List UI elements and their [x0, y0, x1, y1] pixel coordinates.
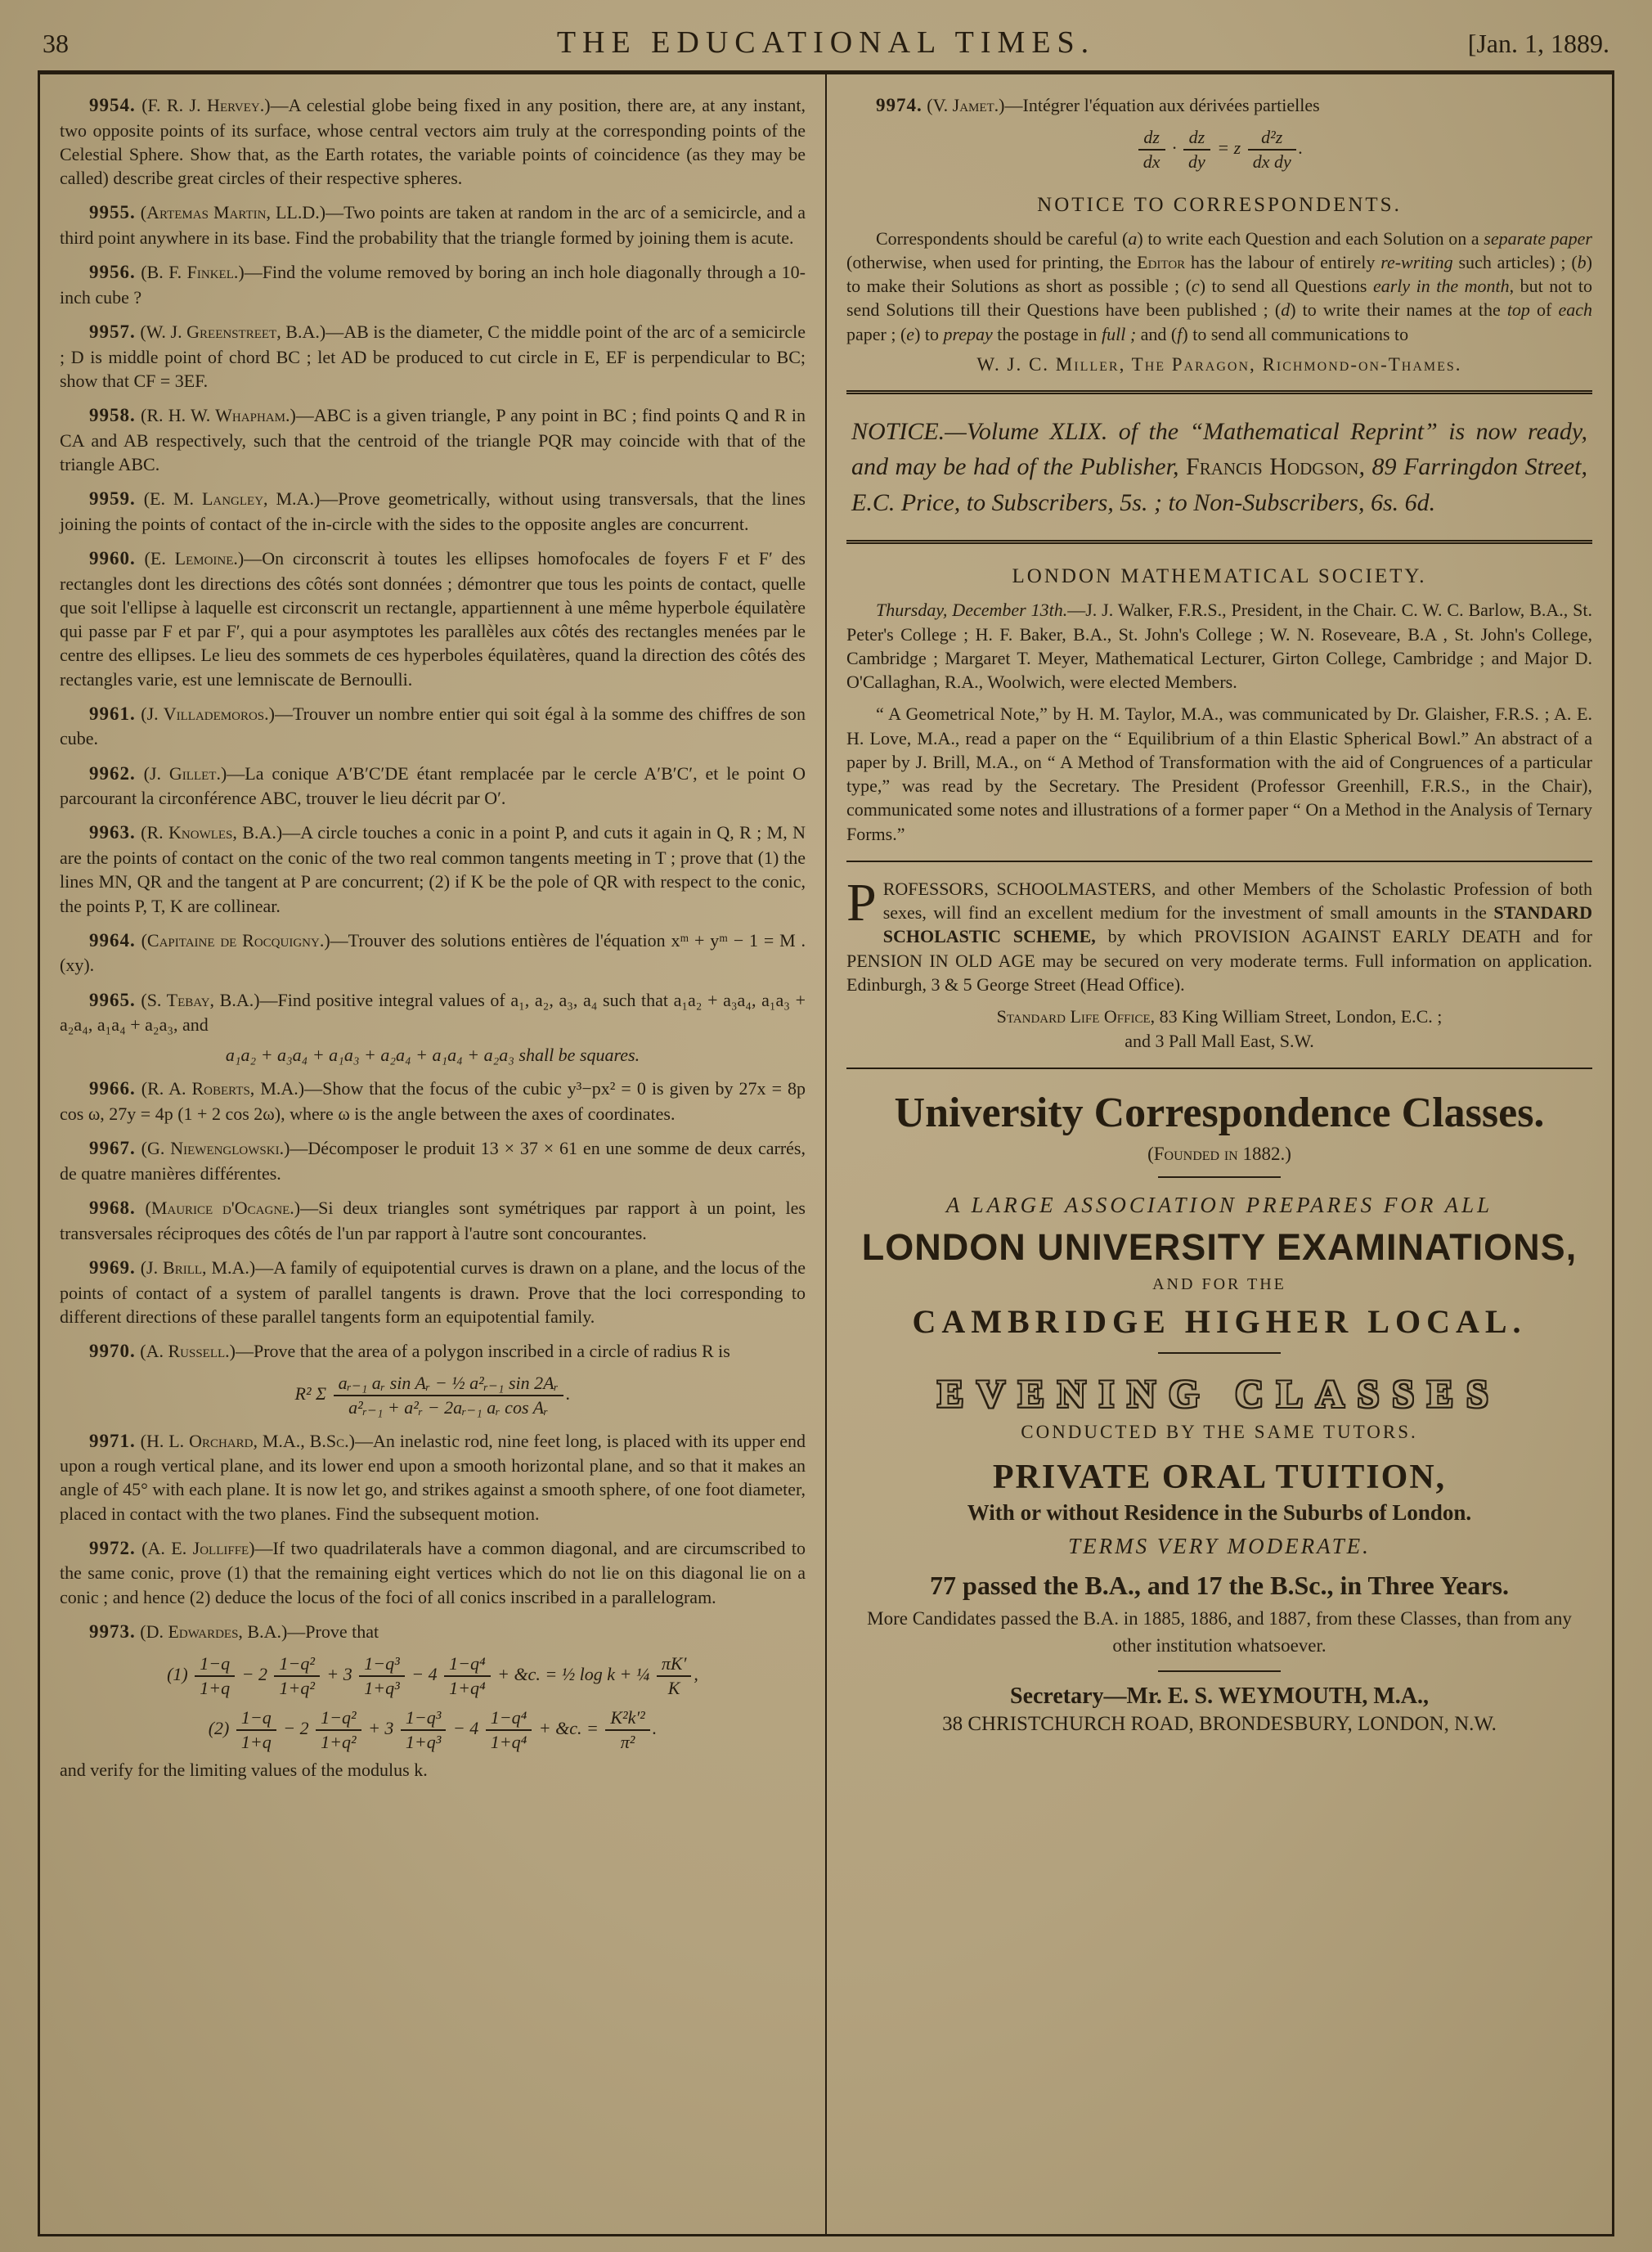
problem-number: 9954.: [89, 95, 136, 115]
problem-paragraph: [60, 1536, 806, 1609]
text-run: e: [906, 323, 915, 344]
problem-number: 9956.: [89, 262, 136, 283]
text-run: Editor: [1137, 251, 1186, 272]
text-run: ) to send all Questions: [1199, 276, 1373, 297]
short-rule: [1158, 1670, 1281, 1672]
ucc-conducted-line: CONDUCTED BY THE SAME TUTORS.: [1021, 1422, 1418, 1443]
problem-author: (H. L. Orchard, M.A., B.Sc.): [135, 1430, 355, 1451]
problem-text: —An inelastic rod, nine feet long, is placed with its upper end upon a rough vertical plane, and its lower end upon a smooth horizontal plane, and so that it makes an angle of 45° with each plane. It is now let go, and strikes against a smooth sphere, of one foot diameter, placed in contact with the two planes. Find the subsequent motion.: [60, 1430, 806, 1524]
problem-9972: [60, 1536, 806, 1609]
problem-number: 9970.: [89, 1341, 136, 1361]
text-run: d: [1281, 299, 1291, 321]
problem-author: (G. Niewenglowski.): [135, 1138, 290, 1159]
problem-author: (B. F. Finkel.): [135, 262, 245, 283]
problem-9973: [60, 1620, 806, 1782]
problem-9957: [60, 320, 806, 393]
fraction-numerator: 1−q³: [401, 1707, 446, 1731]
problem-9967: [60, 1136, 806, 1185]
lms-title: LONDON MATHEMATICAL SOCIETY.: [1012, 565, 1427, 588]
fraction: [316, 1707, 361, 1753]
problem-text: —Trouver des solutions entières de l'équation xᵐ + yᵐ − 1 = M . (xy).: [60, 929, 806, 976]
ucc-passed-line: 77 passed the B.A., and 17 the B.Sc., in Three Years.: [930, 1571, 1509, 1601]
problem-number: 9972.: [89, 1537, 136, 1558]
ucc-and-for-the: AND FOR THE: [1152, 1275, 1286, 1294]
fraction-denominator: 1+q⁴: [490, 1731, 527, 1752]
problem-number: 9959.: [89, 488, 136, 510]
text-run: of: [1529, 299, 1559, 321]
problem-author: (Artemas Martin, LL.D.): [135, 202, 326, 223]
ucc-evening-classes: EVENING CLASSES: [937, 1373, 1502, 1417]
fraction-denominator: 1+q²: [279, 1677, 315, 1698]
horizontal-rule: [846, 1068, 1592, 1069]
problem-author: (A. E. Jolliffe): [135, 1537, 255, 1558]
correspondents-signature: W. J. C. Miller, The Paragon, Richmond-on-Thames.: [976, 353, 1462, 375]
formula-text: + 3: [363, 1717, 398, 1738]
fraction: [1138, 127, 1165, 173]
problem-paragraph: [60, 93, 806, 190]
fraction-denominator: dx dy: [1252, 151, 1291, 172]
lms-section: [846, 565, 1592, 846]
ucc-private-oral-tuition: PRIVATE ORAL TUITION,: [992, 1459, 1447, 1497]
problem-number: 9966.: [89, 1078, 136, 1099]
problem-author: (R. Knowles, B.A.): [135, 822, 283, 843]
text-run: f: [1177, 323, 1183, 344]
problem-paragraph: [60, 1196, 806, 1245]
problem-author: (R. H. W. Whapham.): [135, 405, 296, 426]
fraction-denominator: 1+q³: [364, 1677, 400, 1698]
text-run: full ;: [1102, 323, 1137, 344]
display-formula: [60, 1653, 806, 1699]
problem-text: —AB is the diameter, C the middle point of the arc of a semicircle ; D is middle point of chord BC ; let AD be produced to cut circle in E, EF is perpendicular to BC; show that CF = 3EF.: [60, 321, 806, 391]
text-run: b: [1577, 251, 1587, 272]
formula-text: − 4: [406, 1663, 442, 1684]
display-formula: [60, 1373, 806, 1418]
problem-paragraph: [60, 260, 806, 309]
problem-paragraph: [60, 1620, 806, 1645]
fraction-numerator: 1−q: [236, 1707, 276, 1731]
formula-text: a₁a₂ + a₃a₄ + a₁a₃ + a₂a₄ + a₁a₄ + a₂a₃ shall be squares.: [225, 1045, 640, 1066]
fraction-denominator: 1+q: [240, 1731, 272, 1752]
text-run: Thursday, December 13th.: [876, 600, 1068, 621]
text-run: such articles) ; (: [1452, 251, 1578, 272]
correspondents-body: [846, 227, 1592, 346]
text-run: re-writing: [1380, 251, 1453, 272]
ucc-suburbs-line: With or without Residence in the Suburbs of London.: [967, 1500, 1472, 1526]
drop-cap: P: [846, 872, 877, 933]
problem-text: —Two points are taken at random in the arc of a semicircle, and a third point anywhere in its base. Find the probability that the triangle formed by joining them is acute.: [60, 202, 806, 248]
problem-text: —Find positive integral values of a₁, a₂, a₃, a₄ such that a₁a₂ + a₃a₄, a₁a₃ + a₂a₄, a₁a₄ + a₂a₃, and: [60, 989, 806, 1036]
lms-paragraph-2: “ A Geometrical Note,” by H. M. Taylor, M.A., was communicated by Dr. Glaisher, F.R.S. ; A. E. H. Love, M.A., read a paper on the “ Equilibrium of a thin Elastic Spherical Bowl.” An abstract of a paper by J. Brill, M.A., on “ A Method of Transformation with the aid of Congruences of a particular type,” was read by the Secretary. The President (Professor Greenhill, F.R.S., in the Chair), communicated some notes and illustrations of a former paper “ On a Method in the Analysis of Ternary Forms.”: [846, 703, 1592, 844]
text-run: STANDARD SCHOLASTIC SCHEME,: [882, 902, 1592, 947]
text-run: early in the month: [1372, 276, 1510, 297]
problem-text: —A circle touches a conic in a point P, and cuts it again in Q, R ; M, N are the points of contact on the conic of the two real common tangents meeting in T ; prove that (1) the lines MN, QR and the tangent at P are concurrent; (2) if K be the pole of QR with respect to the conic, the points P, T, K are collinear.: [60, 822, 806, 916]
problem-text: —Trouver un nombre entier qui soit égal à la somme des chiffres de son cube.: [60, 703, 806, 749]
correspondents-title: NOTICE TO CORRESPONDENTS.: [1037, 193, 1402, 216]
standard-advert-body: [846, 872, 1593, 996]
problem-text: —Find the volume removed by boring an inch hole diagonally through a 10-inch cube ?: [60, 262, 806, 308]
ucc-founded: (Founded in 1882.): [1147, 1144, 1291, 1165]
ucc-secretary-line: Secretary—Mr. E. S. WEYMOUTH, M.A.,: [1010, 1683, 1429, 1709]
text-run: ) to make their Solutions as short as possible ; (: [846, 251, 1592, 297]
fraction-numerator: 1−q²: [274, 1653, 319, 1677]
problem-9966: [60, 1077, 806, 1126]
problem-author: (Maurice d'Ocagne.): [135, 1198, 301, 1219]
problem-author: (D. Edwardes, B.A.): [135, 1620, 288, 1642]
ucc-title: University Correspondence Classes.: [894, 1090, 1545, 1137]
text-run: by which PROVISION AGAINST EARLY DEATH and for PENSION IN OLD AGE may be secured on very moderate terms. Full information on application. Edinburgh, 3 & 5 George Street (Head Office).: [846, 926, 1592, 995]
problem-9956: [60, 260, 806, 309]
fraction: [486, 1707, 532, 1753]
problem-author: (F. R. J. Hervey.): [135, 95, 271, 115]
fraction-numerator: 1−q⁴: [486, 1707, 532, 1731]
standard-office-line-2: and 3 Pall Mall East, S.W.: [1125, 1030, 1314, 1051]
problem-author: (E. Lemoine.): [135, 547, 245, 569]
problem-text: —Prove geometrically, without using transversals, that the lines joining the points of contact of the in-circle with the sides to the opposite angles are concurrent.: [60, 488, 806, 534]
problem-9970: [60, 1339, 806, 1418]
problem-number: 9965.: [89, 989, 136, 1010]
problem-9954: [60, 93, 806, 190]
problem-paragraph: [60, 928, 806, 978]
problem-text: —A celestial globe being fixed in any position, there are, at any instant, two opposite points of its surface, whose central vectors aim truly at the corresponding points of the Celestial Sphere. Show that, as the Earth rotates, the variable points of coincidence (as they may be called) describe great circles of their respective spheres.: [60, 95, 806, 189]
problem-9971: [60, 1429, 806, 1526]
problem-author: (A. Russell.): [135, 1341, 236, 1361]
fraction: [274, 1653, 319, 1699]
problem-author: (J. Gillet.): [135, 762, 227, 784]
fraction: [444, 1653, 491, 1699]
text-run: —J. J. Walker, F.R.S., President, in the Chair. C. W. C. Barlow, B.A., St. Peter's College ; H. F. Baker, B.A., St. John's College ; W. N. Roseveare, B.A , St. John's College, Cambridge ; Margaret T. Meyer, Mathematical Lecturer, Girton College, Cambridge ; and Major D. O'Callaghan, R.A., Woolwich, were elected Members.: [846, 600, 1593, 693]
formula-text: ,: [694, 1663, 698, 1684]
fraction: [657, 1653, 692, 1699]
fraction-numerator: 1−q: [195, 1653, 235, 1677]
formula-text: ·: [1167, 137, 1182, 158]
ucc-advert-section: [846, 1089, 1592, 1735]
ucc-cambridge-higher-local: CAMBRIDGE HIGHER LOCAL.: [912, 1303, 1527, 1341]
formula-text: = z: [1212, 137, 1246, 158]
formula-text: + &c. =: [534, 1717, 604, 1738]
fraction-numerator: dz: [1138, 127, 1165, 151]
horizontal-rule: [846, 861, 1592, 862]
volume-notice-body: [851, 414, 1587, 521]
text-run: NOTICE.—Volume XLIX. of the “Mathematical Reprint” is now ready, and may be had of the Publisher,: [851, 417, 1587, 481]
text-run: and (: [1136, 323, 1178, 344]
text-run: separate paper: [1484, 227, 1592, 249]
formula-text: + &c. = ½ log k + ¼: [492, 1663, 654, 1684]
problem-author: (S. Tebay, B.A.): [135, 989, 260, 1010]
problem-number: 9955.: [89, 202, 136, 223]
content-frame: [38, 70, 1614, 2236]
formula-text: .: [1298, 137, 1304, 158]
fraction: [236, 1707, 276, 1753]
text-run: ) to write each Question and each Solution on a: [1137, 227, 1484, 249]
problem-9960: [60, 546, 806, 691]
problem-paragraph: [60, 546, 806, 691]
problem-paragraph: [60, 1136, 806, 1185]
problem-text: —Prove that: [287, 1620, 379, 1642]
text-run: ) to send all communications to: [1182, 323, 1409, 344]
fraction-denominator: 1+q⁴: [449, 1677, 486, 1698]
fraction-denominator: a²ᵣ₋₁ + a²ᵣ − 2aᵣ₋₁ aᵣ cos Aᵣ: [348, 1396, 549, 1418]
problem-paragraph: [60, 1256, 806, 1328]
formula-text: R² Σ: [294, 1382, 331, 1404]
ucc-london-examinations: LONDON UNIVERSITY EXAMINATIONS,: [861, 1226, 1578, 1269]
problem-9961: [60, 702, 806, 751]
problem-number: 9957.: [89, 321, 136, 342]
text-run: the postage in: [992, 323, 1102, 344]
fraction-denominator: 1+q²: [321, 1731, 357, 1752]
formula-text: .: [652, 1717, 658, 1738]
fraction-numerator: 1−q²: [316, 1707, 361, 1731]
formula-text: − 2: [278, 1717, 314, 1738]
text-run: (otherwise, when used for printing, the: [846, 251, 1138, 272]
fraction: [334, 1373, 563, 1418]
fraction: [1183, 127, 1210, 173]
problem-paragraph: [846, 93, 1592, 119]
double-rule: [846, 390, 1592, 394]
problem-paragraph: [60, 988, 806, 1037]
fraction-denominator: π²: [620, 1731, 635, 1752]
text-run: Standard Life Office: [996, 1006, 1151, 1027]
formula-text: (2): [208, 1717, 234, 1738]
problem-author: (E. M. Langley, M.A.): [135, 488, 321, 510]
problem-text: —ABC is a given triangle, P any point in BC ; find points Q and R in CA and AB respectively, such that the centroid of the triangle PQR may coincide with that of the triangle ABC.: [60, 405, 806, 474]
problem-paragraph: [60, 487, 806, 536]
problem-paragraph: [60, 320, 806, 393]
ucc-more-candidates-line: More Candidates passed the B.A. in 1885, 1886, and 1887, from these Classes, than from any other institution whatsoever.: [867, 1608, 1572, 1656]
problem-9963: [60, 820, 806, 917]
problem-author: (Capitaine de Rocquigny.): [135, 929, 330, 951]
fraction: [401, 1707, 446, 1753]
problem-text: —Intégrer l'équation aux dérivées partielles: [1004, 95, 1320, 115]
text-run: Francis Hodgson: [1186, 453, 1359, 481]
problem-9958: [60, 403, 806, 476]
fraction-numerator: aᵣ₋₁ aᵣ sin Aᵣ − ½ a²ᵣ₋₁ sin 2Aᵣ: [334, 1373, 563, 1396]
formula-text: (1): [167, 1663, 193, 1684]
problem-author: (J. Villademoros.): [135, 703, 275, 724]
text-run: ) to write their names at the: [1290, 299, 1507, 321]
text-run: Correspondents should be careful (: [876, 227, 1129, 249]
fraction: [359, 1653, 404, 1699]
text-run: , but not to send Solutions till their Questions have been published ; (: [846, 276, 1592, 321]
problem-author: (R. A. Roberts, M.A.): [135, 1078, 305, 1099]
ucc-address-line: 38 CHRISTCHURCH ROAD, BRONDESBURY, LONDON, N.W.: [942, 1712, 1497, 1735]
problem-paragraph: [60, 1429, 806, 1526]
fraction-numerator: dz: [1183, 127, 1210, 151]
text-run: a: [1128, 227, 1138, 249]
problem-paragraph: [60, 1339, 806, 1364]
ucc-terms-line: TERMS VERY MODERATE.: [1068, 1534, 1371, 1559]
formula-text: .: [565, 1382, 571, 1404]
problem-9969: [60, 1256, 806, 1328]
fraction: [195, 1653, 235, 1699]
problem-paragraph: [60, 1077, 806, 1126]
page-number: 38: [43, 29, 69, 58]
problem-9965: [60, 988, 806, 1067]
problem-paragraph: [60, 820, 806, 917]
display-formula: [60, 1045, 806, 1066]
fraction-numerator: 1−q⁴: [444, 1653, 491, 1677]
display-formula: [846, 127, 1592, 173]
problem-number: 9961.: [89, 703, 136, 724]
problem-paragraph: [60, 762, 806, 811]
fraction-denominator: dy: [1188, 151, 1205, 172]
ucc-association-line: A LARGE ASSOCIATION PREPARES FOR ALL: [945, 1193, 1493, 1218]
right-column: [827, 74, 1612, 2234]
problem-number: 9963.: [89, 822, 136, 843]
problem-number: 9968.: [89, 1198, 136, 1219]
problem-paragraph: [60, 200, 806, 249]
lms-paragraph-1: [846, 598, 1592, 694]
fraction-denominator: K: [667, 1677, 680, 1698]
text-run: paper ; (: [846, 323, 907, 344]
masthead: [0, 0, 1652, 70]
problem-number: 9964.: [89, 929, 136, 951]
text-run: , 89 Farringdon Street, E.C. Price, to Subscribers, 5s. ; to Non-Subscribers, 6s. 6d.: [851, 453, 1587, 516]
problem-author: (V. Jamet.): [922, 95, 1005, 115]
formula-text: − 2: [237, 1663, 272, 1684]
problem-text: —Show that the focus of the cubic y³−px² = 0 is given by 27x = 8p cos ω, 27y = 4p (1 + 2 cos 2ω), where ω is the angle between the axes of coordinates.: [60, 1078, 806, 1125]
problem-text: —Si deux triangles sont symétriques par rapport à un point, les transversales réciproques des côtés de l'un par rapport à l'autre sont concourantes.: [60, 1198, 806, 1243]
problem-author: (W. J. Greenstreet, B.A.): [135, 321, 326, 342]
fraction-numerator: K²k′²: [605, 1707, 649, 1731]
problem-number: 9967.: [89, 1138, 136, 1159]
problem-text: —La conique A′B′C′DE étant remplacée par le cercle A′B′C′, et le point O parcourant la circonférence ABC, trouver le lieu décrit par O′.: [60, 762, 806, 809]
notice-to-correspondents-section: [846, 194, 1592, 375]
problem-paragraph: [60, 403, 806, 476]
text-run: c: [1191, 276, 1200, 297]
problem-paragraph: [60, 702, 806, 751]
fraction-denominator: dx: [1142, 151, 1160, 172]
volume-notice-section: [846, 407, 1592, 528]
problem-9964: [60, 928, 806, 978]
problem-9955: [60, 200, 806, 249]
formula-text: + 3: [321, 1663, 357, 1684]
problem-text: —On circonscrit à toutes les ellipses homofocales de foyers F et F′ des rectangles dont les directions des côtés sont données ; démontrer que tous les points de contact, quelle que soit l'ellipse à laquelle est circonscrit un rectangle, appartiennent à une même hyperbole équilatère qui passe par F et par F′, qui a pour asymptotes les parallèles aux côtés des rectangles menées par le centre des ellipses. Le lieu des sommets de ces hyperboles équilatères, quand la direction des côtés des rectangles varie, est une lemniscate de Bernoulli.: [60, 547, 806, 690]
standard-office-line: [846, 1005, 1592, 1029]
problem-number: 9969.: [89, 1256, 136, 1278]
problem-text: —A family of equipotential curves is drawn on a plane, and the locus of the points of contact of a system of parallel tangents is drawn. Prove that the loci corresponding to different directions of these parallel tangents form an equipotential family.: [60, 1256, 806, 1327]
formula-text: − 4: [448, 1717, 483, 1738]
problem-number: 9958.: [89, 405, 136, 426]
problem-text: —Prove that the area of a polygon inscribed in a circle of radius R is: [235, 1341, 730, 1361]
text-run: top: [1506, 299, 1530, 321]
problem-number: 9971.: [89, 1430, 136, 1451]
text-run: has the labour of entirely: [1185, 251, 1381, 272]
text-run: and other Members of the Scholastic Profession of both sexes, will find an excellent medium for the investment of small amounts in the: [882, 878, 1593, 924]
fraction-numerator: πK′: [657, 1653, 692, 1677]
problem-9974-block: [846, 93, 1592, 173]
short-rule: [1158, 1352, 1281, 1354]
fraction: [1248, 127, 1296, 173]
problem-number: 9973.: [89, 1620, 136, 1642]
short-rule: [1158, 1176, 1281, 1178]
text-run: , 83 King William Street, London, E.C. ;: [1150, 1006, 1443, 1027]
double-rule: [846, 540, 1592, 544]
problem-9959: [60, 487, 806, 536]
problem-text: —Décomposer le produit 13 × 37 × 61 en une somme de deux carrés, de quatre manières différentes.: [60, 1138, 806, 1184]
text-run: prepay: [943, 323, 993, 344]
text-run: ROFESSORS, SCHOOLMASTERS,: [882, 878, 1156, 899]
problem-text: —If two quadrilaterals have a common diagonal, and are circumscribed to the same conic, prove (1) that the remaining eight vertices which do not lie on this diagonal lie on a conic ; and hence (2) deduce the locus of the foci of all conics inscribed in a parallelogram.: [60, 1537, 806, 1607]
fraction-numerator: d²z: [1248, 127, 1296, 151]
problem-9968: [60, 1196, 806, 1245]
problem-number: 9960.: [89, 547, 136, 569]
problem-author: (J. Brill, M.A.): [135, 1256, 256, 1278]
problem-9962: [60, 762, 806, 811]
page-title: THE EDUCATIONAL TIMES.: [556, 25, 1096, 60]
issue-date: [Jan. 1, 1889.: [1467, 29, 1609, 58]
fraction-denominator: 1+q³: [405, 1731, 442, 1752]
fraction-denominator: 1+q: [200, 1677, 231, 1698]
fraction: [605, 1707, 649, 1753]
problem-post-text: and verify for the limiting values of the modulus k.: [60, 1759, 428, 1780]
problem-9974: [846, 93, 1592, 173]
text-run: ) to: [914, 323, 944, 344]
fraction-numerator: 1−q³: [359, 1653, 404, 1677]
display-formula: [60, 1707, 806, 1753]
problem-number: 9974.: [876, 95, 923, 115]
standard-advert-section: [846, 872, 1593, 1054]
text-run: each: [1558, 299, 1592, 321]
left-column: [40, 74, 825, 2234]
problem-number: 9962.: [89, 762, 136, 784]
